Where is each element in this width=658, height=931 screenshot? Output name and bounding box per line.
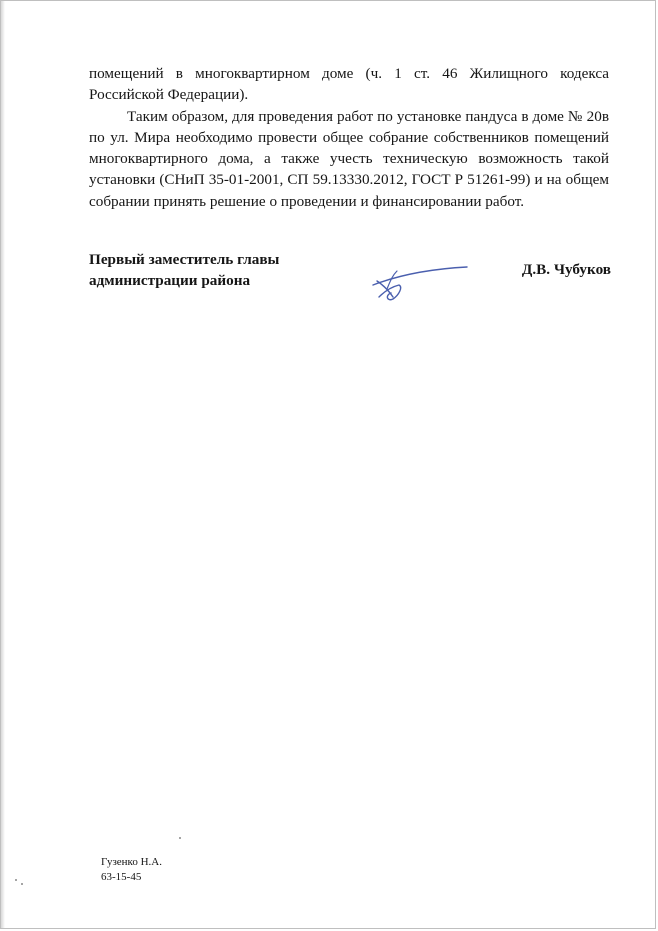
scan-edge-shadow bbox=[1, 1, 5, 928]
executor-info bbox=[101, 855, 162, 885]
signatory-name: Д.В. Чубуков bbox=[521, 261, 611, 278]
executor-phone: 63-15-45 bbox=[101, 871, 142, 883]
letter-body bbox=[89, 63, 609, 212]
scan-speck bbox=[15, 879, 17, 881]
signatory-position-line-2: администрации района bbox=[89, 272, 251, 289]
paragraph-continuation: помещений в многоквартирном доме (ч. 1 ст. 46 Жилищного кодекса Российской Федерации). bbox=[89, 65, 609, 104]
handwritten-signature bbox=[369, 261, 469, 307]
signature-block bbox=[89, 249, 611, 309]
paragraph-conclusion: Таким образом, для проведения работ по установке пандуса в доме № 20в по ул. Мира необходимо провести общее собрание собственников помещений многоквартирного дома, а также учесть техническую возможность такой установки (СНиП 35-01-2001, СП 59.13330.2012, ГОСТ Р 51261-99) и на общем собрании принять решение о проведении и финансировании работ. bbox=[89, 107, 609, 210]
scan-speck bbox=[179, 837, 181, 839]
executor-name: Гузенко Н.А. bbox=[101, 856, 162, 868]
scan-speck bbox=[21, 883, 23, 885]
signatory-position bbox=[89, 249, 279, 291]
signatory-position-line-1: Первый заместитель главы bbox=[89, 251, 280, 268]
